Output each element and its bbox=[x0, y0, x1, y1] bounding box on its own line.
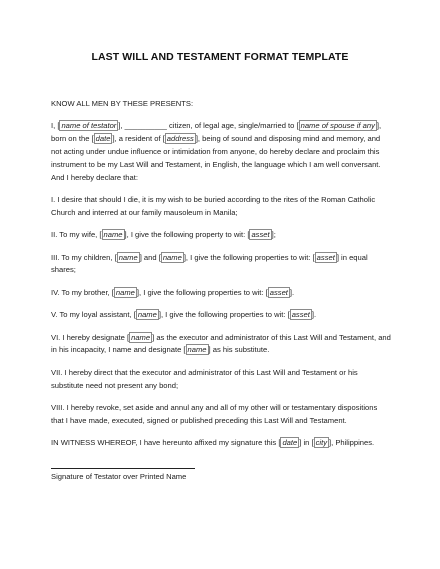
clause-5: V. To my loyal assistant, [ name ], I give the following properties to wit: [ asset ]. bbox=[51, 310, 317, 320]
placeholder-child-name: name bbox=[162, 252, 182, 262]
placeholder-city: city bbox=[315, 438, 327, 448]
placeholder-asset: asset bbox=[316, 252, 335, 262]
placeholder-child-name: name bbox=[118, 252, 138, 262]
placeholder-brother-name: name bbox=[115, 287, 135, 297]
clause-1: I. I desire that should I die, it is my wish to be buried according to the rites of the Roman Catholic Church and interred at our family mausoleum in Manila; bbox=[51, 194, 376, 217]
placeholder-testator-name: name of testator bbox=[61, 121, 117, 131]
signature-label: Signature of Testator over Printed Name bbox=[51, 471, 187, 481]
witness-clause: IN WITNESS WHEREOF, I have hereunto affixed my signature this [ date ] in [ city ], Philippines. bbox=[51, 438, 375, 448]
preamble: KNOW ALL MEN BY THESE PRESENTS: bbox=[51, 99, 194, 108]
placeholder-address: address bbox=[166, 134, 194, 144]
placeholder-asset: asset bbox=[269, 287, 288, 297]
clause-4: IV. To my brother, [ name ], I give the following properties to wit: [ asset ]. bbox=[51, 287, 295, 297]
placeholder-executor-name: name bbox=[131, 332, 151, 342]
placeholder-assistant-name: name bbox=[137, 310, 157, 320]
placeholder-substitute-name: name bbox=[187, 345, 207, 355]
placeholder-wife-name: name bbox=[103, 230, 123, 240]
placeholder-asset: asset bbox=[251, 230, 270, 240]
clause-7: VII. I hereby direct that the executor and administrator of this Last Will and Testament or his substitute need not present any bond; bbox=[51, 367, 358, 390]
clause-2: II. To my wife, [ name ], I give the following property to wit: [ asset ]; bbox=[51, 230, 276, 240]
intro-paragraph: I, [ name of testator ], __________ citizen, of legal age, single/married to [ name of spouse if any ], born on the [ date ], a resident of [ address ], being of sound and disposing mind and memory, and not acting under undue influence or intimidation from anyone, do hereby declare and proclaim this instrument to be my Last Will and Testament, in English, the language which I am well conversant. And I hereby declare that: bbox=[51, 121, 382, 182]
clause-6: VI. I hereby designate [ name ] as the executor and administrator of this Last Will and Testament, and in his incapacity, I name and designate [ name ] as his substitute. bbox=[51, 332, 391, 355]
placeholder-birth-date: date bbox=[95, 134, 111, 144]
clause-3: III. To my children, [ name ] and [ name ], I give the following properties to wit: [ asset ] in equal shares; bbox=[51, 252, 368, 275]
document-title: LAST WILL AND TESTAMENT FORMAT TEMPLATE bbox=[91, 51, 349, 63]
signature-line bbox=[51, 468, 195, 469]
placeholder-spouse-name: name of spouse if any bbox=[300, 121, 375, 131]
placeholder-signing-date: date bbox=[282, 438, 298, 448]
placeholder-asset: asset bbox=[291, 310, 310, 320]
clause-8: VIII. I hereby revoke, set aside and annul any and all of my other will or testamentary dispositions that I have made, executed, signed or published preceding this Last Will and Testament. bbox=[51, 402, 378, 425]
document-body bbox=[51, 98, 391, 484]
